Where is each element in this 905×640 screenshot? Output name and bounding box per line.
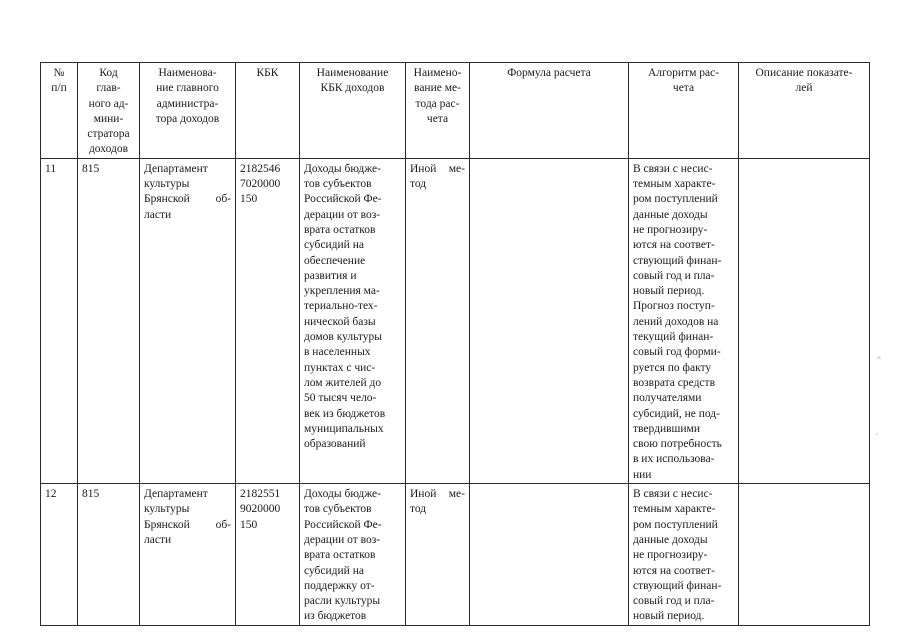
text-line: тода рас- (415, 97, 460, 110)
text-line: ются на соответ- (633, 239, 715, 252)
text-line: п/п (51, 82, 67, 95)
text-line: Департамент (144, 488, 208, 501)
text-line: тов субъектов (304, 178, 372, 191)
text-line: Доходы бюдже- (304, 162, 381, 175)
text-line: № (53, 67, 65, 79)
text-line: образований (304, 438, 366, 451)
header-admin-name (140, 63, 236, 159)
calc-algorithm (629, 158, 739, 483)
text-line: ствующий финан- (633, 254, 722, 267)
header-description (739, 63, 870, 159)
text-line: совый год форми- (633, 346, 721, 359)
header-admin-code (78, 63, 140, 159)
text-line: свою потребность (633, 438, 722, 451)
text-line: не прогнозиру- (633, 549, 708, 562)
header-kbk (236, 63, 300, 159)
text-line: субсидий, не под- (633, 407, 720, 420)
kbk-name (300, 158, 406, 483)
row-number: 11 (41, 158, 78, 483)
text-line: текущий финан- (633, 331, 714, 344)
text-line: лом жителей до (304, 376, 382, 389)
admin-name (140, 484, 236, 626)
text-line: Формула расчета (507, 67, 591, 79)
text-line: Наимено- (413, 67, 462, 79)
text-line: данные доходы (633, 533, 708, 546)
text-line: Российской Фе- (304, 518, 382, 531)
text-line: администра- (156, 97, 219, 110)
text-line: чета (426, 112, 449, 125)
text-line: данные доходы (633, 208, 708, 221)
row-number: 12 (41, 484, 78, 626)
text-line: в населенных (304, 346, 371, 359)
text-line: 50 тысяч чело- (304, 392, 377, 405)
text-line: субсидий на (304, 564, 364, 577)
text-line: Код (99, 67, 118, 79)
text-line: Иной ме- (410, 488, 465, 501)
calc-method (406, 484, 470, 626)
text-line: культуры (144, 503, 190, 516)
text-line: тод (410, 178, 427, 191)
text-line: новый период. (633, 610, 705, 623)
scan-mark: ' (876, 432, 878, 443)
text-line: 150 (240, 193, 258, 206)
calc-formula (470, 484, 629, 626)
text-line: нии (633, 468, 652, 481)
text-line: ного ад- (88, 97, 129, 110)
text-line: расли культуры (304, 595, 381, 608)
text-line: лей (795, 82, 813, 95)
text-line: поддержку от- (304, 579, 375, 592)
text-line: Наименование (316, 67, 389, 79)
text-line: териально-тех- (304, 300, 378, 313)
text-line: дерации от воз- (304, 533, 381, 546)
text-line: 7020000 (240, 178, 281, 191)
text-line: тов субъектов (304, 503, 372, 516)
text-line: темным характе- (633, 503, 716, 516)
text-line: Российской Фе- (304, 193, 382, 206)
text-line: ласти (144, 208, 172, 221)
text-line: доходов (88, 143, 129, 156)
text-line: получателями (633, 392, 702, 405)
text-line: темным характе- (633, 178, 716, 191)
text-line: 2182546 (240, 162, 281, 175)
indicator-description (739, 484, 870, 626)
scan-mark: × (876, 353, 882, 364)
text-line: ствующий финан- (633, 579, 722, 592)
text-line: домов культуры (304, 331, 383, 344)
text-line: твердившими (633, 422, 700, 435)
text-line: лений доходов на (633, 315, 719, 328)
text-line: Прогноз поступ- (633, 300, 715, 313)
text-line: вание ме- (414, 82, 461, 95)
text-line: пунктах с чис- (304, 361, 376, 374)
text-line: КБК (256, 67, 279, 79)
text-line: новый период. (633, 285, 705, 298)
text-line: ром поступлений (633, 518, 718, 531)
admin-code: 815 (78, 484, 140, 626)
text-line: субсидий на (304, 239, 364, 252)
kbk-code (236, 484, 300, 626)
kbk-name (300, 484, 406, 626)
header-number (41, 63, 78, 159)
text-line: совый год и пла- (633, 269, 715, 282)
admin-name (140, 158, 236, 483)
text-line: тод (410, 503, 427, 516)
text-line: 2182551 (240, 488, 281, 501)
text-line: 150 (240, 518, 258, 531)
text-line: ром поступлений (633, 193, 718, 206)
table-row (41, 484, 870, 626)
text-line: КБК доходов (320, 82, 385, 95)
text-line: Иной ме- (410, 162, 465, 175)
text-line: обеспечение (304, 254, 366, 267)
table-row (41, 158, 870, 483)
calc-algorithm (629, 484, 739, 626)
text-line: Департамент (144, 162, 208, 175)
text-line: врата остатков (304, 223, 376, 236)
text-line: век из бюджетов (304, 407, 386, 420)
text-line: Алгоритм рас- (647, 67, 720, 79)
text-line: в их использова- (633, 453, 715, 466)
calc-formula (470, 158, 629, 483)
text-line: чета (672, 82, 695, 95)
text-line: 9020000 (240, 503, 281, 516)
text-line: глав- (96, 82, 121, 95)
text-line: врата остатков (304, 549, 376, 562)
text-line: Брянской об- (144, 193, 231, 206)
text-line: ются на соответ- (633, 564, 715, 577)
text-line: руется по факту (633, 361, 712, 374)
calc-method (406, 158, 470, 483)
kbk-code (236, 158, 300, 483)
text-line: совый год и пла- (633, 595, 715, 608)
text-line: не прогнозиру- (633, 223, 708, 236)
header-algorithm (629, 63, 739, 159)
indicator-description (739, 158, 870, 483)
text-line: В связи с несис- (633, 162, 713, 175)
text-line: Брянской об- (144, 518, 231, 531)
header-kbk-name (300, 63, 406, 159)
table-header-row (41, 63, 870, 159)
admin-code: 815 (78, 158, 140, 483)
text-line: Доходы бюдже- (304, 488, 381, 501)
text-line: тора доходов (155, 112, 220, 125)
text-line: мини- (93, 112, 124, 125)
text-line: ние главного (156, 82, 219, 95)
header-formula (470, 63, 629, 159)
text-line: из бюджетов (304, 610, 367, 623)
text-line: нической базы (304, 315, 376, 328)
text-line: Описание показате- (755, 67, 853, 79)
text-line: развития и (304, 269, 357, 282)
text-line: стратора (87, 128, 130, 141)
text-line: дерации от воз- (304, 208, 381, 221)
header-method (406, 63, 470, 159)
text-line: культуры (144, 178, 190, 191)
text-line: ласти (144, 533, 172, 546)
revenue-forecast-table (40, 62, 870, 626)
text-line: Наименова- (158, 67, 217, 79)
text-line: муниципальных (304, 422, 384, 435)
text-line: В связи с несис- (633, 488, 713, 501)
text-line: укрепления ма- (304, 285, 380, 298)
text-line: возврата средств (633, 376, 715, 389)
